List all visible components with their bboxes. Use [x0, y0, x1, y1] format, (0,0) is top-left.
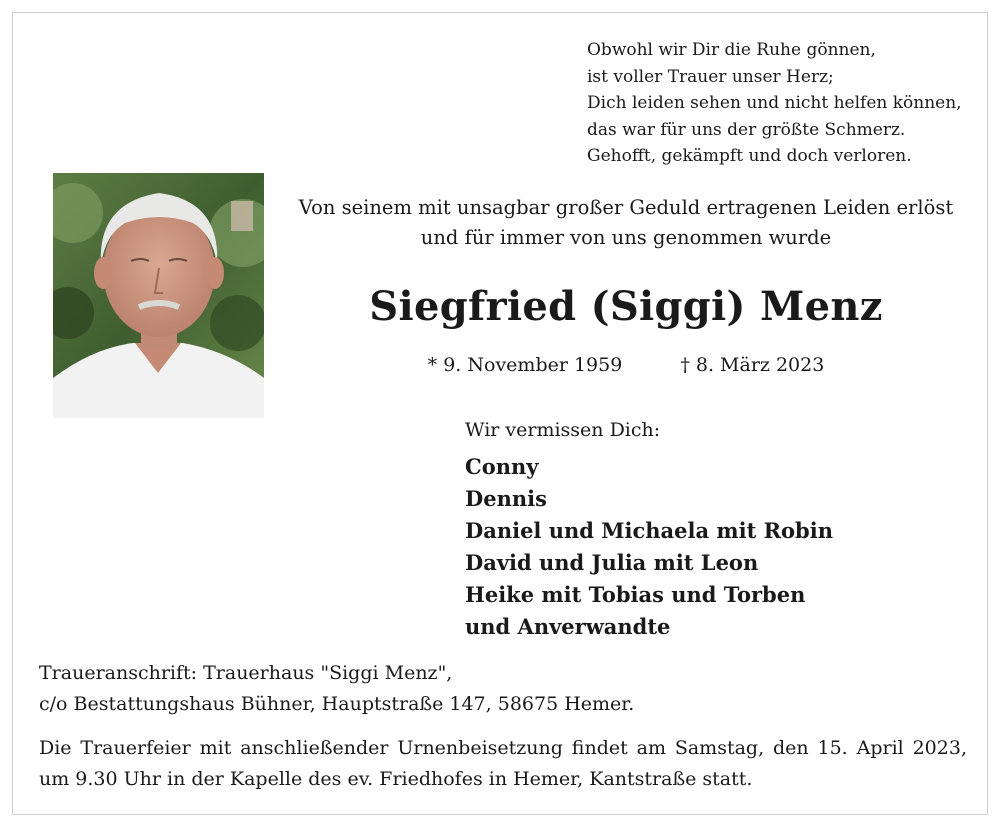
death-date: † 8. März 2023 — [680, 354, 825, 376]
deceased-name: Siegfried (Siggi) Menz — [369, 283, 883, 330]
address-line: c/o Bestattungshaus Bühner, Hauptstraße 147, 58675 Hemer. — [39, 693, 635, 715]
funeral-notice — [39, 733, 967, 795]
address-line: Traueranschrift: Trauerhaus "Siggi Menz", — [39, 662, 453, 684]
portrait-photo — [53, 173, 264, 418]
poem-line: Obwohl wir Dir die Ruhe gönnen, — [587, 40, 876, 60]
notice-line: Die Trauerfeier mit anschließender Urnenbeisetzung findet am Samstag, den 15. April 2023, — [39, 737, 967, 759]
mourner-name: Conny — [465, 454, 539, 479]
mourner-name: Heike mit Tobias und Torben — [465, 582, 806, 607]
poem-line: ist voller Trauer unser Herz; — [587, 66, 834, 87]
notice-line: um 9.30 Uhr in der Kapelle des ev. Friedhofes in Hemer, Kantstraße statt. — [39, 768, 753, 790]
poem-line: das war für uns der größte Schmerz. — [587, 119, 906, 140]
intro-line: und für immer von uns genommen wurde — [420, 226, 832, 249]
birth-date: * 9. November 1959 — [427, 354, 623, 376]
intro-text — [263, 193, 989, 253]
poem-line: Dich leiden sehen und nicht helfen können, — [587, 93, 962, 113]
obituary-notice — [12, 12, 988, 815]
mourner-name: Daniel und Michaela mit Robin — [465, 518, 833, 543]
intro-line: Von seinem mit unsagbar großer Geduld ertragenen Leiden erlöst — [298, 196, 954, 219]
poem — [587, 37, 962, 170]
life-dates — [263, 351, 989, 379]
mourner-name: und Anverwandte — [465, 614, 671, 639]
poem-line: Gehofft, gekämpft und doch verloren. — [587, 146, 912, 166]
mourners-title: Wir vermissen Dich: — [465, 419, 661, 441]
mourning-address — [39, 658, 634, 720]
mourner-name: Dennis — [465, 486, 547, 511]
mourners-list — [465, 451, 833, 643]
mourner-name: David und Julia mit Leon — [465, 550, 759, 575]
